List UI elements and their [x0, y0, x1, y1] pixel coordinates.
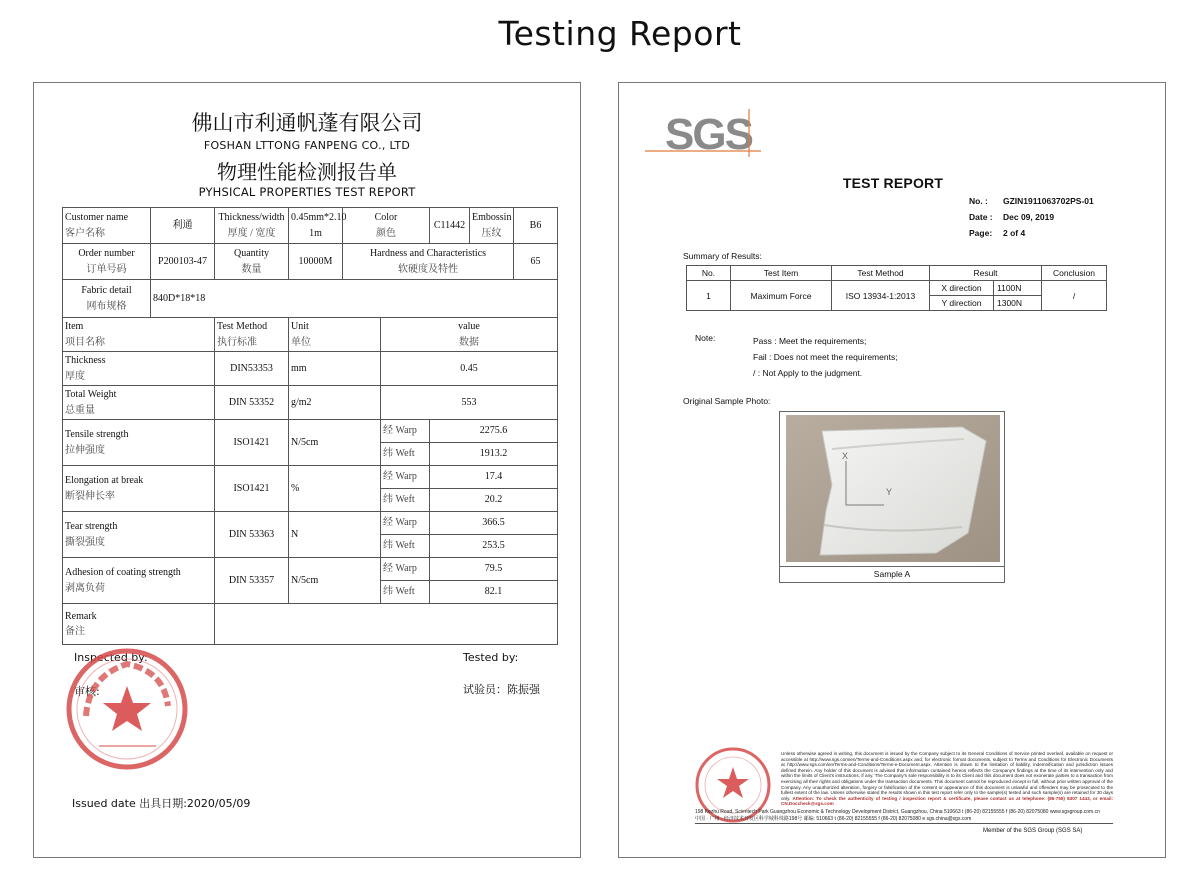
- summary-label: Summary of Results:: [683, 251, 762, 261]
- weft-label: 纬 Weft: [381, 489, 430, 512]
- summary-conclusion: /: [1042, 281, 1107, 311]
- table-row: Tear strength 撕裂强度 DIN 53363 N 经 Warp 366.5: [63, 512, 558, 535]
- thickness-value: 0.45mm*2.10 1m: [289, 208, 343, 244]
- company-seal-stamp: [64, 646, 190, 772]
- report-no: GZIN1911063702PS-01: [1003, 196, 1094, 206]
- sample-caption: Sample A: [780, 566, 1004, 579]
- sample-photo: [786, 415, 1000, 562]
- weft-value: 20.2: [430, 489, 558, 512]
- table-row: Tensile strength 拉伸强度 ISO1421 N/5cm 经 Warp 2275.6: [63, 420, 558, 443]
- warp-label: 经 Warp: [381, 466, 430, 489]
- inspected-by-label: Inspected by:: [74, 651, 148, 664]
- summary-header-result: Result: [930, 266, 1042, 281]
- table-row: Elongation at break 断裂伸长率 ISO1421 % 经 Warp 17.4: [63, 466, 558, 489]
- report-title: TEST REPORT: [842, 175, 944, 191]
- svg-text:Y: Y: [886, 487, 893, 497]
- sample-photo-frame: [779, 411, 1005, 583]
- test-method: DIN 53357: [215, 558, 289, 604]
- unit: mm: [289, 352, 381, 386]
- item-name: Elongation at break: [65, 475, 144, 486]
- quantity-value: 10000M: [289, 244, 343, 280]
- item-name: Total Weight: [65, 389, 117, 400]
- sample-photo-label: Original Sample Photo:: [683, 396, 771, 406]
- summary-header-item: Test Item: [731, 266, 832, 281]
- member-of-group: Member of the SGS Group (SGS SA): [983, 828, 1083, 834]
- item-name: Tear strength: [65, 521, 118, 532]
- order-value: P200103-47: [151, 244, 215, 280]
- order-label: Order number 订单号码: [63, 244, 151, 280]
- item-name: Tensile strength: [65, 429, 129, 440]
- x-direction-value: 1100N: [994, 281, 1042, 296]
- report-title-cn: 物理性能检测报告单: [217, 160, 397, 184]
- table-row: Thickness 厚度 DIN53353 mm 0.45: [63, 352, 558, 386]
- emboss-label: Embossin 压纹: [470, 208, 514, 244]
- warp-label: 经 Warp: [381, 420, 430, 443]
- legal-disclaimer: Unless otherwise agreed in writing, this document is issued by the Company subject to its General Conditions of Service printed overleaf, available on request or accessible at http://www.sgs.com/en/Terms-and-Conditions.aspx and, for electronic format documents, subject to Terms and Conditions for Electronic Documents at http://www.sgs.com/en/Terms-and-Conditions/Terms-e-Document.aspx. Attention is drawn to the limitation of liability, indemnification and jurisdiction issues defined therein. Any holder of this document is advised that information contained hereon reflects the Company's findings at the time of its intervention only and within the limits of Client's instructions, if any. The Company's sole responsibility is to its Client and this document does not exonerate parties to a transaction from exercising all their rights and obligations under the transaction documents. This document cannot be reproduced except in full, without prior written approval of the Company. Any unauthorized alteration, forgery or falsification of the content or appearance of this document is unlawful and offenders may be prosecuted to the fullest extent of the law. Unless otherwise stated the results shown in this test report refer only to the sample(s) tested and such sample(s) are retained for 30 days only. Attention: To check the authenticity of testing / inspection report & certificate, please contact us at telephone: (86-755) 8307 1443, or email: CN.Doccheck@sgs.com: [781, 751, 1114, 807]
- test-method: ISO1421: [215, 466, 289, 512]
- item-name: Thickness: [65, 355, 106, 366]
- fabric-value: 840D*18*18: [151, 280, 558, 318]
- warp-label: 经 Warp: [381, 512, 430, 535]
- footer-address-cn: 中国 · 广州 · 经济技术开发区科学城科珠路198号 邮编: 510663 t (86-20) 82155555 f (86-20) 82075080 e sgs.china@sgs.com: [695, 816, 972, 822]
- tester-name: 试验员：陈振强: [463, 683, 540, 696]
- factory-test-report: [33, 82, 581, 858]
- company-name-en: FOSHAN LTTONG FANPENG CO., LTD: [203, 139, 411, 152]
- note-pass: Pass : Meet the requirements;: [753, 336, 867, 346]
- unit-column-header: Unit 单位: [289, 318, 381, 352]
- table-row: Adhesion of coating strength 剥离负荷 DIN 53357 N/5cm 经 Warp 79.5: [63, 558, 558, 581]
- value: 0.45: [381, 352, 558, 386]
- warp-value: 17.4: [430, 466, 558, 489]
- properties-table: [62, 207, 558, 645]
- y-direction-value: 1300N: [994, 296, 1042, 311]
- customer-label: Customer name 客户名称: [63, 208, 151, 244]
- footer-address: [695, 809, 1111, 823]
- test-method: DIN 53352: [215, 386, 289, 420]
- report-title-en: PYHSICAL PROPERTIES TEST REPORT: [198, 185, 416, 199]
- footer-divider: [695, 823, 1113, 824]
- weft-label: 纬 Weft: [381, 535, 430, 558]
- test-method: DIN 53363: [215, 512, 289, 558]
- quantity-label: Quantity 数量: [215, 244, 289, 280]
- item-column-header: Item 项目名称: [63, 318, 215, 352]
- color-value: C11442: [430, 208, 470, 244]
- report-date: Dec 09, 2019: [1003, 212, 1055, 222]
- note-fail: Fail : Does not meet the requirements;: [753, 352, 898, 362]
- unit: N: [289, 512, 381, 558]
- svg-text:X: X: [842, 451, 849, 461]
- report-page-label: Page:: [969, 228, 993, 238]
- warp-label: 经 Warp: [381, 558, 430, 581]
- sgs-logo: [643, 103, 763, 159]
- remark-label: Remark 备注: [63, 604, 215, 645]
- table-row: [687, 281, 1107, 296]
- weft-value: 82.1: [430, 581, 558, 604]
- authenticity-notice: Attention: To check the authenticity of testing / inspection report & certificate, please contact us at telephone: (86-755) 8307 1443, or email: CN.Doccheck@sgs.com: [781, 795, 1114, 807]
- note-label: Note:: [695, 333, 716, 343]
- weft-value: 253.5: [430, 535, 558, 558]
- unit: N/5cm: [289, 558, 381, 604]
- remark-value: [215, 604, 558, 645]
- value-column-header: value 数据: [381, 318, 558, 352]
- weft-value: 1913.2: [430, 443, 558, 466]
- unit: %: [289, 466, 381, 512]
- unit: N/5cm: [289, 420, 381, 466]
- customer-value: 利通: [151, 208, 215, 244]
- emboss-value: B6: [514, 208, 558, 244]
- summary-header-no: No.: [687, 266, 731, 281]
- fabric-label: Fabric detail 网布规格: [63, 280, 151, 318]
- note-lines: [753, 333, 898, 381]
- thickness-label: Thickness/width 厚度 / 宽度: [215, 208, 289, 244]
- summary-header-method: Test Method: [832, 266, 930, 281]
- report-date-label: Date :: [969, 212, 993, 222]
- summary-item: Maximum Force: [731, 281, 832, 311]
- method-column-header: Test Method 执行标准: [215, 318, 289, 352]
- table-row: Total Weight 总重量 DIN 53352 g/m2 553: [63, 386, 558, 420]
- page-title: Testing Report: [498, 14, 742, 53]
- svg-text:SGS: SGS: [665, 110, 752, 159]
- summary-header-conclusion: Conclusion: [1042, 266, 1107, 281]
- report-no-label: No. :: [969, 196, 988, 206]
- hardness-label: Hardness and Characteristics 软硬度及特性: [343, 244, 514, 280]
- tested-by-label: Tested by:: [463, 651, 519, 664]
- hardness-value: 65: [514, 244, 558, 280]
- summary-table: [686, 265, 1107, 311]
- y-direction-label: Y direction: [930, 296, 994, 311]
- color-label: Color 颜色: [343, 208, 430, 244]
- report-page: 2 of 4: [1003, 228, 1026, 238]
- warp-value: 2275.6: [430, 420, 558, 443]
- report-meta: [969, 193, 1094, 241]
- summary-no: 1: [687, 281, 731, 311]
- warp-value: 79.5: [430, 558, 558, 581]
- sgs-test-report: [618, 82, 1166, 858]
- item-name: Adhesion of coating strength: [65, 567, 181, 578]
- test-method: DIN53353: [215, 352, 289, 386]
- weft-label: 纬 Weft: [381, 443, 430, 466]
- test-method: ISO1421: [215, 420, 289, 466]
- value: 553: [381, 386, 558, 420]
- warp-value: 366.5: [430, 512, 558, 535]
- unit: g/m2: [289, 386, 381, 420]
- checker-label: 审核:: [74, 685, 100, 698]
- x-direction-label: X direction: [930, 281, 994, 296]
- footer-address-en: 198 Kezhu Road, Scientech Park Guangzhou Economic & Technology Development District, Guangzhou, China 510663 t (86-20) 82155555 f (86-20) 82075080 www.sgsgroup.com.cn: [695, 809, 1100, 815]
- note-na: / : Not Apply to the judgment.: [753, 368, 863, 378]
- summary-method: ISO 13934-1:2013: [832, 281, 930, 311]
- company-name-cn: 佛山市利通帆蓬有限公司: [191, 111, 423, 135]
- weft-label: 纬 Weft: [381, 581, 430, 604]
- issued-date: Issued date 出具日期:2020/05/09: [72, 797, 251, 810]
